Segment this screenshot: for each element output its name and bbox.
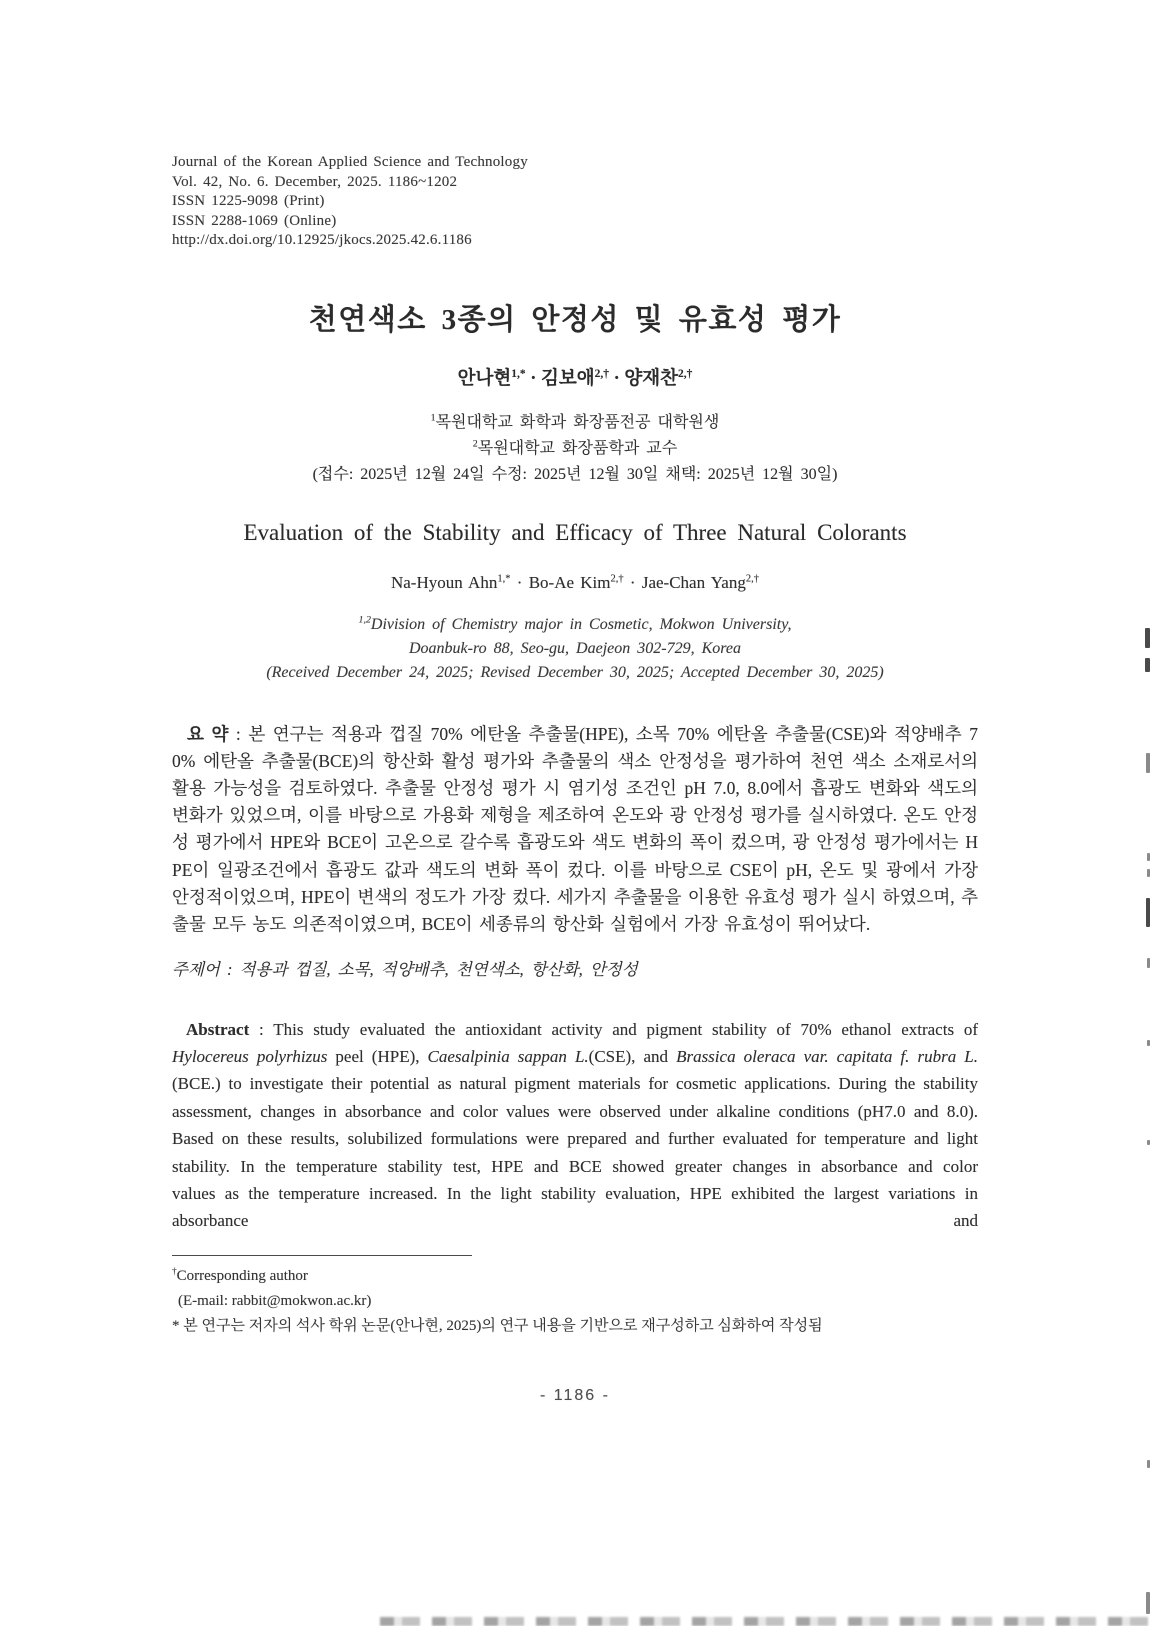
english-authors: Na-Hyoun Ahn$^{1,*}$ · Bo-Ae Kim$^{2,\dagger}$ · Jae-Chan Yang$^{2,\dagger}$: [390, 572, 759, 592]
scan-artifact-right-6: [1146, 898, 1150, 927]
scan-artifact-right-2: [1145, 658, 1150, 672]
scan-artifact-right-3: [1146, 753, 1150, 773]
doi-link: http://dx.doi.org/10.12925/jkocs.2025.42.6.1186: [172, 232, 472, 248]
journal-header: [172, 153, 978, 251]
english-title: Evaluation of the Stability and Efficacy of Three Natural Colorants: [243, 519, 907, 545]
korean-authors: 안나현$^{1,*}$ · 김보애$^{2,\dagger}$ · 양재찬$^{2,\dagger}$: [457, 367, 693, 389]
english-affiliation-1: $^{1,2}$Division of Chemistry major in Cosmetic, Mokwon University,: [358, 614, 792, 633]
english-affiliations: [172, 613, 978, 685]
scan-artifact-bottom-text-bleed: [380, 1617, 1150, 1626]
footnote-divider: [172, 1255, 472, 1256]
korean-keywords: 주제어 : 적용과 껍질, 소목, 적양배추, 천연색소, 항산화, 안정성: [172, 959, 638, 979]
thesis-note: * 본 연구는 저자의 석사 학위 논문(안나현, 2025)의 연구 내용을 기반으로 재구성하고 심화하여 작성됨: [172, 1317, 823, 1334]
issn-online: ISSN 2288-1069 (Online): [172, 212, 337, 229]
korean-affiliations: [172, 410, 978, 488]
korean-dates: (접수: 2025년 12월 24일 수정: 2025년 12월 30일 채택: 2025년 12월 30일): [312, 465, 838, 483]
english-dates: (Received December 24, 2025; Revised December 30, 2025; Accepted December 30, 2025): [266, 663, 884, 681]
issn-print: ISSN 1225-9098 (Print): [172, 193, 325, 209]
korean-abstract: 요 약 : 본 연구는 적용과 껍질 70% 에탄올 추출물(HPE), 소목 70% 에탄올 추출물(CSE)와 적양배추 70% 에탄올 추출물(BCE)의 항산화 활성 평가와 추출물의 색소 안정성을 평가하여 천연 색소 소재로서의 활용 가능성을 검토하였다. 추출물 안정성 평가 시 염기성 조건인 pH 7.0, 8.0에서 흡광도 변화와 색도의 변화가 있었으며, 이를 바탕으로 가용화 제형을 제조하여 온도와 광 안정성 평가를 실시하였다. 온도 안정성 평가에서 HPE와 BCE이 고온으로 갈수록 흡광도와 색도 변화의 폭이 컸으며, 광 안정성 평가에서는 HPE이 일광조건에서 흡광도 값과 색도의 변화 폭이 컸다. 이를 바탕으로 CSE이 pH, 온도 및 광에서 가장 안정적이었으며, HPE이 변색의 정도가 가장 컸다. 세가지 추출물을 이용한 유효성 평가 실시 하였으며, 추출물 모두 농도 의존적이였으며, BCE이 세종류의 항산화 실험에서 가장 유효성이 뛰어났다.: [172, 723, 978, 934]
korean-title: 천연색소 3종의 안정성 및 유효성 평가: [308, 303, 842, 336]
korean-affiliation-1: $^1$목원대학교 화학과 화장품전공 대학원생: [430, 412, 720, 431]
corresponding-email: (E-mail: rabbit@mokwon.ac.kr): [178, 1292, 372, 1309]
journal-volume-line: Vol. 42, No. 6. December, 2025. 1186~1202: [172, 173, 458, 190]
page-number: - 1186 -: [540, 1386, 610, 1404]
scan-artifact-right-11: [1146, 1592, 1150, 1614]
korean-affiliation-2: $^2$목원대학교 화장품학과 교수: [472, 438, 678, 457]
corresponding-author-note: †Corresponding author: [172, 1266, 308, 1284]
scan-artifact-right-1: [1145, 628, 1150, 648]
english-affiliation-2: Doanbuk-ro 88, Seo-gu, Daejeon 302-729, Korea: [409, 639, 741, 657]
page-content: [172, 0, 978, 1405]
english-abstract: Abstract : This study evaluated the antioxidant activity and pigment stability of 70% ethanol extracts of Hylocereus polyrhizus peel (HPE), Caesalpinia sappan L.(CSE), and Brassica oleraca var. capitata f. rubra L.(BCE.) to investigate their potential as natural pigment materials for cosmetic applications. During the stability assessment, changes in absorbance and color values were observed under alkaline conditions (pH7.0 and 8.0). Based on these results, solubilized formulations were prepared and further evaluated for temperature and light stability. In the temperature stability test, HPE and BCE showed greater changes in absorbance and color values as the temperature increased. In the light stability evaluation, HPE exhibited the largest variations in absorbance and: [172, 1019, 978, 1231]
journal-name: Journal of the Korean Applied Science and Technology: [172, 154, 528, 170]
footnotes: [172, 1264, 978, 1339]
